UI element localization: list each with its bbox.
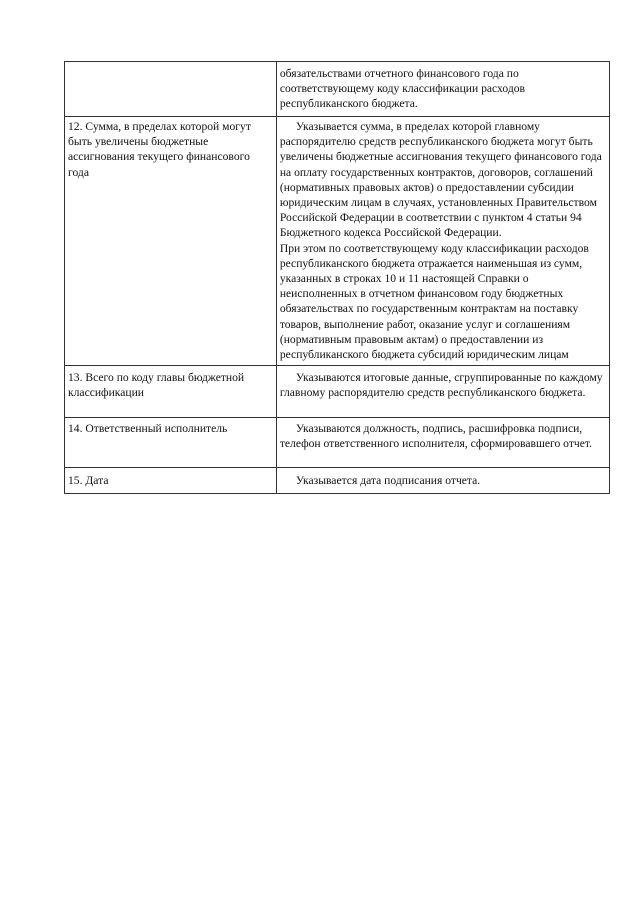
row-description-cell (276, 468, 609, 494)
row-description: Указываются итоговые данные, сгруппированные по каждому главному распорядителю средств республиканского бюджета. (279, 371, 603, 400)
row-description-cell (276, 418, 609, 468)
row-label-cell (65, 468, 277, 494)
row-description: Указывается сумма, в пределах которой главному распорядителю средств республиканского бюджета могут быть увеличены бюджетные ассигнования текущего финансового года на оплату государственных контрактов, договоров, соглашений (нормативных правовых актов) о предоставлении субсидии юридическим лицам в случаях, установленных Правительством Российской Федерации в соответствии с пунктом 4 статьи 94 Бюджетного кодекса Российской Федерации. (279, 120, 602, 240)
row-description-cell (276, 117, 609, 366)
row-label-cell (65, 62, 277, 117)
row-label: 13. Всего по коду главы бюджетной классификации (68, 371, 245, 400)
row-label-cell (65, 117, 277, 366)
table-row (65, 468, 610, 494)
row-description: обязательствами отчетного финансового года по соответствующему коду классификации расходов республиканского бюджета. (279, 67, 526, 111)
table-row (65, 418, 610, 468)
row-label-cell (65, 366, 277, 418)
row-label-cell (65, 418, 277, 468)
row-description-continued: При этом по соответствующему коду классификации расходов республиканского бюджета отражается наименьшая из сумм, указанных в строках 10 и 11 настоящей Справки о неисполненных в отчетном финансовом году бюджетных обязательствах по государственным контрактам на поставку товаров, выполнение работ, оказание услуг и соглашениям (нормативным правовым актам) о предоставлении из республиканского бюджета субсидий юридическим лицам (279, 241, 589, 362)
row-description-cell (276, 366, 609, 418)
row-label: 15. Дата (68, 474, 109, 488)
table-row (65, 366, 610, 418)
row-description: Указываются должность, подпись, расшифровка подписи, телефон ответственного исполнителя, сформировавшего отчет. (279, 422, 592, 451)
instructions-table (64, 61, 610, 494)
row-description: Указывается дата подписания отчета. (295, 474, 481, 488)
table-row (65, 117, 610, 366)
table-row (65, 62, 610, 117)
row-label: 14. Ответственный исполнитель (68, 422, 228, 436)
row-label: 12. Сумма, в пределах которой могут быть увеличены бюджетные ассигнования текущего финансового года (68, 120, 251, 179)
row-description-cell (276, 62, 609, 117)
